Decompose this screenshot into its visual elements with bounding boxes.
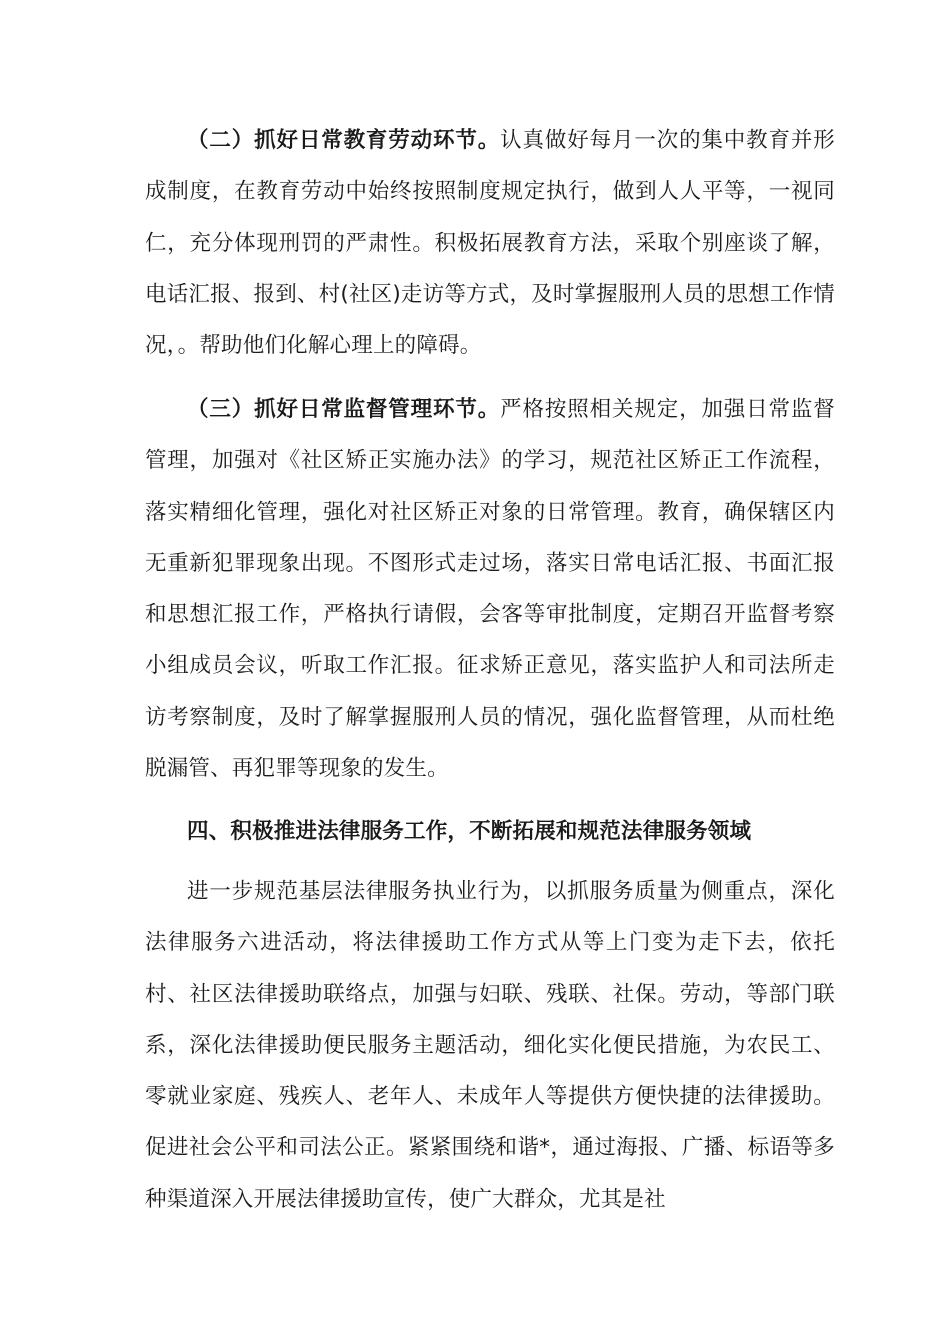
section-2-lead: （二）抓好日常教育劳动环节。 (187, 128, 501, 153)
section-2-body: 认真做好每月一次的集中教育并形成制度，在教育劳动中始终按照制度规定执行，做到人人平等，一视同仁，充分体现刑罚的严肃性。积极拓展教育方法，采取个别座谈了解，电话汇报、报到、村(社区)走访等方式，及时掌握服刑人员的思想工作情况，。帮助他们化解心理上的障碍。 (145, 128, 835, 359)
paragraph-section-4: 进一步规范基层法律服务执业行为，以抓服务质量为侧重点，深化法律服务六进活动，将法律援助工作方式从等上门变为走下去，依托村、社区法律援助联络点，加强与妇联、残联、社保。劳动，等部门联系，深化法律援助便民服务主题活动，细化实化便民措施，为农民工、零就业家庭、残疾人、老年人、未成年人等提供方便快捷的法律援助。促进社会公平和司法公正。紧紧围绕和谐*，通过海报、广播、标语等多种渠道深入开展法律援助宣传，使广大群众，尤其是社 (145, 879, 835, 1212)
section-3-body: 严格按照相关规定，加强日常监督管理，加强对《社区矫正实施办法》的学习，规范社区矫正工作流程，落实精细化管理，强化对社区矫正对象的日常管理。教育，确保辖区内无重新犯罪现象出现。不图形式走过场，落实日常电话汇报、书面汇报和思想汇报工作，严格执行请假，会客等审批制度，定期召开监督考察小组成员会议，听取工作汇报。征求矫正意见，落实监护人和司法所走访考察制度，及时了解掌握服刑人员的情况，强化监督管理，从而杜绝脱漏管、再犯罪等现象的发生。 (145, 397, 835, 782)
paragraph-section-3 (145, 384, 835, 794)
section-3-lead: （三）抓好日常监督管理环节。 (187, 397, 501, 422)
paragraph-section-2 (145, 115, 835, 371)
section-4-heading: 四、积极推进法律服务工作，不断拓展和规范法律服务领域 (187, 819, 752, 844)
